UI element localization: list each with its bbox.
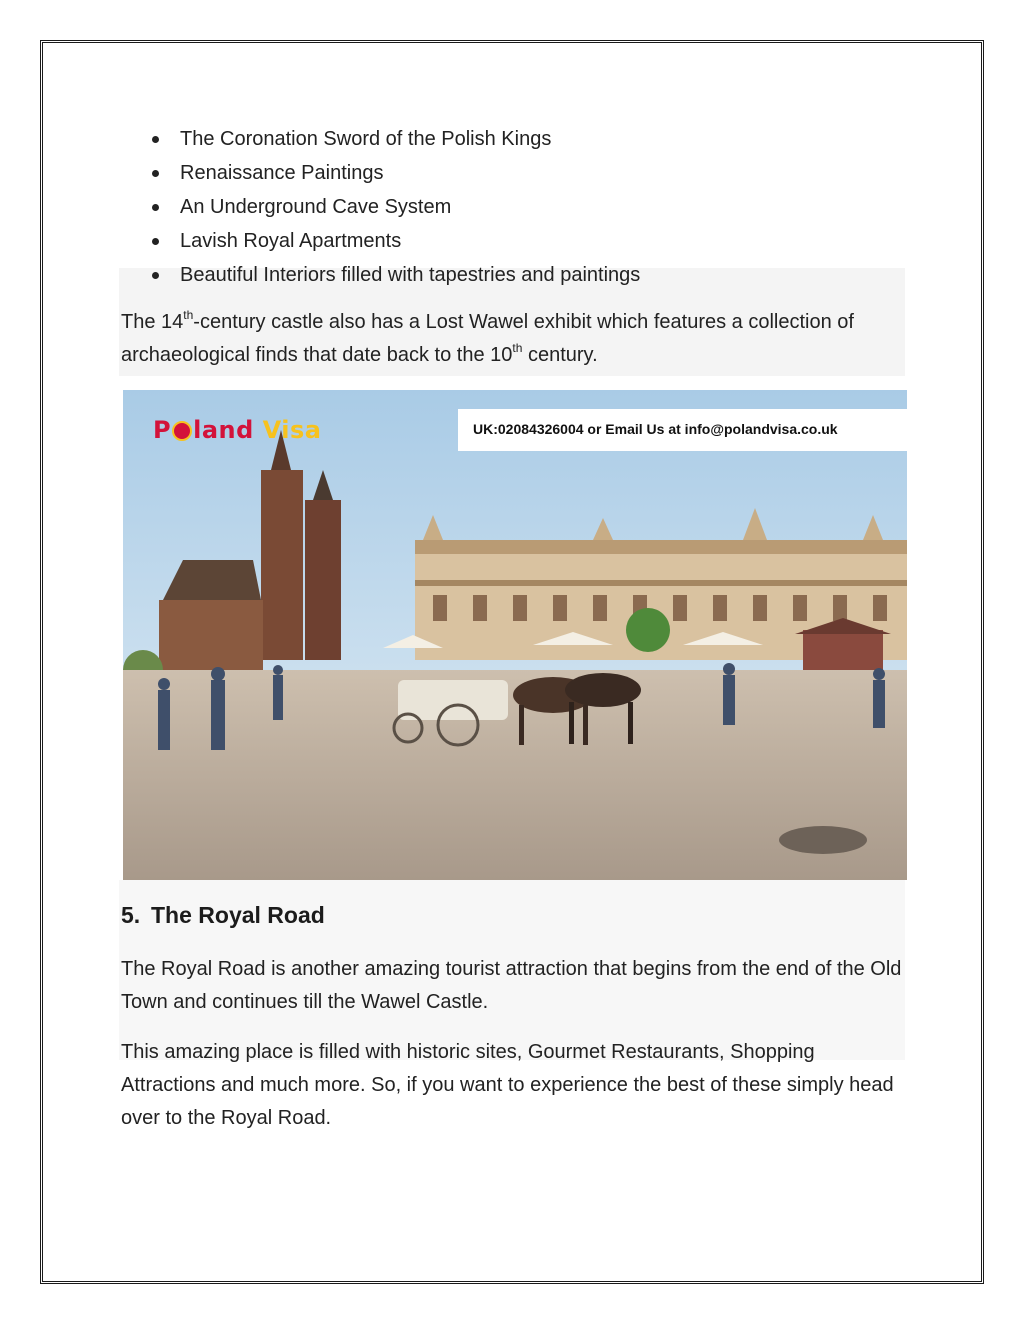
photo-illustration — [123, 390, 907, 880]
section-number: 5. — [121, 902, 141, 928]
ordinal-suffix: th — [512, 341, 523, 355]
bullet-item: The Coronation Sword of the Polish Kings — [150, 122, 640, 156]
castle-paragraph — [121, 306, 911, 372]
section-heading — [121, 902, 325, 929]
castle-text-3: century. — [522, 344, 598, 366]
bullet-list — [150, 122, 640, 292]
bullet-item: Beautiful Interiors filled with tapestries and paintings — [150, 258, 640, 292]
castle-text-2: -century castle also has a Lost Wawel exhibit which features a collection of archaeological finds that date back to the 10 — [121, 311, 854, 366]
eagle-emblem-icon — [172, 421, 192, 441]
royal-road-details: This amazing place is filled with historic sites, Gourmet Restaurants, Shopping Attractions and much more. So, if you want to experience the best of these simply head over to the Royal Road. — [121, 1041, 894, 1129]
section-title: The Royal Road — [151, 902, 325, 928]
krakow-market-square-photo — [123, 390, 907, 880]
bullet-item: Lavish Royal Apartments — [150, 224, 640, 258]
castle-text-1: The 14 — [121, 311, 184, 333]
logo-word: land — [193, 416, 254, 444]
contact-banner: UK:02084326004 or Email Us at info@polandvisa.co.uk — [458, 409, 907, 451]
bullet-item: Renaissance Paintings — [150, 156, 640, 190]
bullet-item: An Underground Cave System — [150, 190, 640, 224]
logo-letter: P — [153, 416, 172, 444]
royal-road-intro: The Royal Road is another amazing tourist attraction that begins from the end of the Old Town and continues till the Wawel Castle. — [121, 958, 902, 1013]
logo-word-visa: Visa — [262, 416, 322, 444]
poland-visa-logo — [153, 416, 322, 444]
ordinal-suffix: th — [183, 308, 194, 322]
